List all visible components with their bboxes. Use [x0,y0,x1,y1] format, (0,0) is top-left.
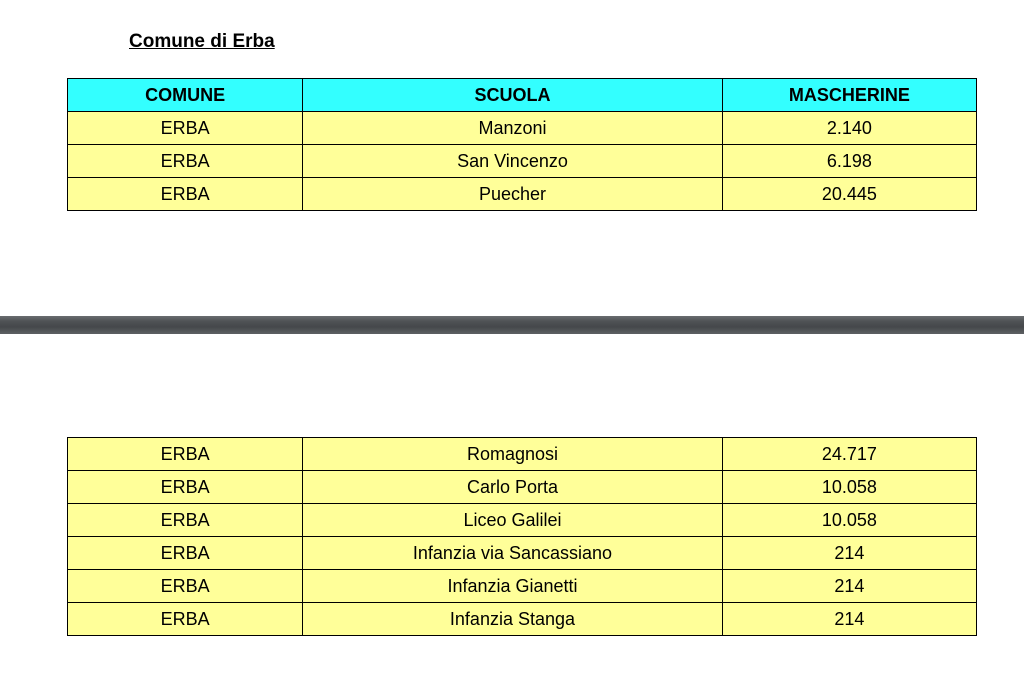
cell-scuola: Infanzia via Sancassiano [303,537,722,570]
table-row [68,471,977,504]
cell-comune: ERBA [68,504,303,537]
header-scuola: SCUOLA [303,79,722,112]
table-row [68,603,977,636]
cell-comune: ERBA [68,537,303,570]
cell-mascherine: 214 [722,570,976,603]
cell-scuola: Liceo Galilei [303,504,722,537]
page-separator [0,316,1024,334]
header-mascherine: MASCHERINE [722,79,976,112]
cell-comune: ERBA [68,112,303,145]
table-row [68,112,977,145]
cell-scuola: Carlo Porta [303,471,722,504]
cell-scuola: Puecher [303,178,722,211]
cell-mascherine: 214 [722,603,976,636]
document-page-1 [0,0,1024,316]
table-header-row [68,79,977,112]
cell-mascherine: 24.717 [722,438,976,471]
cell-mascherine: 10.058 [722,504,976,537]
cell-scuola: Manzoni [303,112,722,145]
cell-comune: ERBA [68,570,303,603]
cell-comune: ERBA [68,178,303,211]
cell-scuola: Infanzia Stanga [303,603,722,636]
cell-comune: ERBA [68,145,303,178]
cell-scuola: Infanzia Gianetti [303,570,722,603]
cell-mascherine: 2.140 [722,112,976,145]
cell-scuola: San Vincenzo [303,145,722,178]
table-row [68,504,977,537]
cell-comune: ERBA [68,471,303,504]
header-comune: COMUNE [68,79,303,112]
page-title: Comune di Erba [129,31,275,52]
table-row [68,178,977,211]
cell-mascherine: 10.058 [722,471,976,504]
cell-mascherine: 6.198 [722,145,976,178]
schools-table-bottom [67,437,977,636]
table-row [68,570,977,603]
cell-scuola: Romagnosi [303,438,722,471]
cell-mascherine: 214 [722,537,976,570]
cell-comune: ERBA [68,603,303,636]
table-row [68,438,977,471]
cell-mascherine: 20.445 [722,178,976,211]
table-row [68,145,977,178]
cell-comune: ERBA [68,438,303,471]
table-row [68,537,977,570]
schools-table-top [67,78,977,211]
